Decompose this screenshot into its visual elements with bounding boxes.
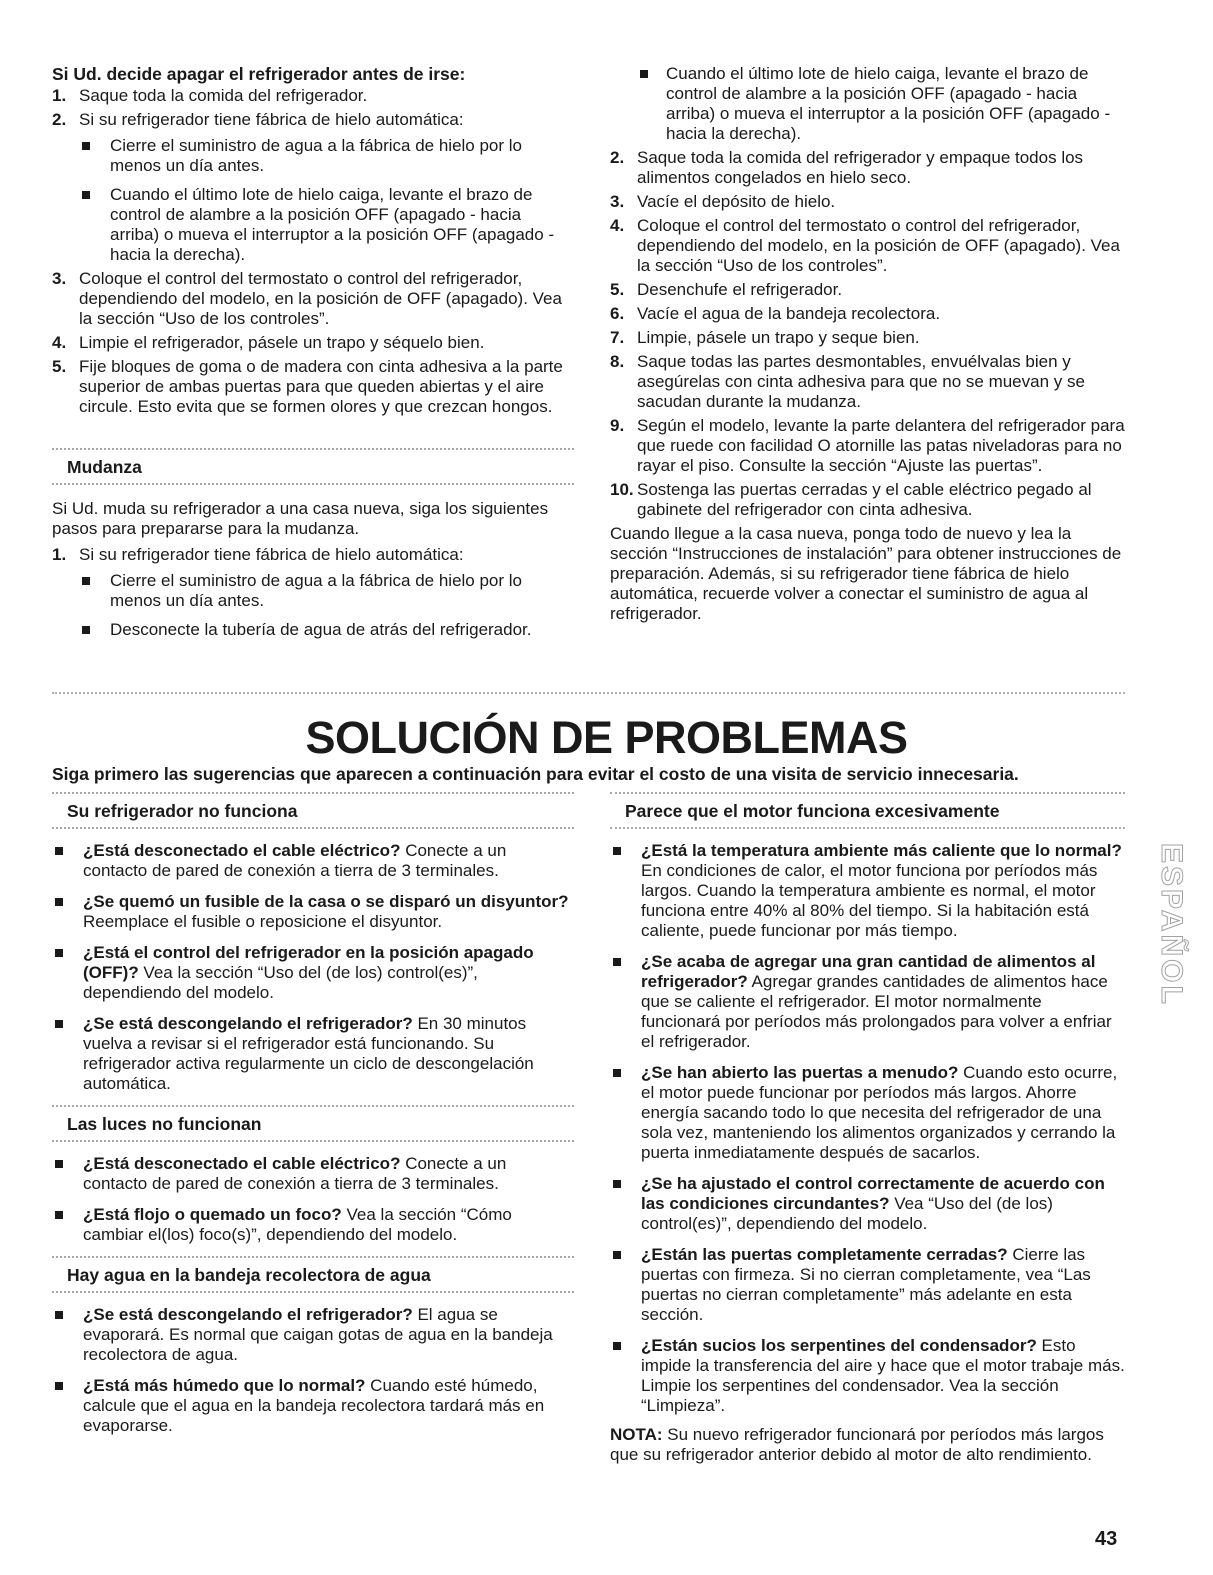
bullet-square-icon	[613, 1251, 621, 1259]
bullet-square-icon	[82, 577, 90, 585]
list-item: ¿Está flojo o quemado un foco? Vea la sección “Cómo cambiar el(los) foco(s)”, dependiendo del modelo.	[52, 1205, 574, 1245]
bullet-square-icon	[613, 958, 621, 966]
troubleshooting-right-column	[610, 792, 1125, 1465]
list-item: 5. Fije bloques de goma o de madera con cinta adhesiva a la parte superior de ambas puertas para que queden abiertas y el aire circule. Esto evita que se formen olores y que crezcan hongos.	[52, 357, 563, 416]
divider	[52, 483, 574, 485]
list-item: ¿Está la temperatura ambiente más caliente que lo normal? En condiciones de calor, el motor funciona por períodos más largos. Cuando la temperatura ambiente es normal, el motor funciona entre 40% al 80% del tiempo. Si la habitación está caliente, puede funcionar por más tiempo.	[610, 841, 1125, 941]
list-item: 3. Vacíe el depósito de hielo.	[610, 192, 836, 211]
list-item: ¿Se quemó un fusible de la casa o se disparó un disyuntor? Reemplace el fusible o reposicione el disyuntor.	[52, 892, 574, 932]
divider	[52, 1291, 574, 1293]
motor-list	[610, 841, 1125, 1416]
bullet-square-icon	[82, 626, 90, 634]
page-title: SOLUCIÓN DE PROBLEMAS	[305, 712, 908, 763]
mudanza-section	[52, 448, 574, 649]
divider	[52, 1140, 574, 1142]
list-item: Desconecte la tubería de agua de atrás del refrigerador.	[79, 620, 574, 640]
list-item: ¿Está desconectado el cable eléctrico? Conecte a un contacto de pared de conexión a tierra de 3 terminales.	[52, 841, 574, 881]
bullet-square-icon	[55, 847, 63, 855]
list-item: ¿Se está descongelando el refrigerador? En 30 minutos vuelva a revisar si el refrigerador está funcionando. Su refrigerador activa regularmente un ciclo de descongelación automática.	[52, 1014, 574, 1094]
bullet-square-icon	[82, 142, 90, 150]
list-item: 4. Limpie el refrigerador, pásele un trapo y séquelo bien.	[52, 333, 485, 352]
storage-left-column	[52, 64, 574, 421]
list-item: 10. Sostenga las puertas cerradas y el cable eléctrico pegado al gabinete del refrigerador con cinta adhesiva.	[610, 480, 1092, 519]
page-number: 43	[1095, 1528, 1118, 1550]
bullet-square-icon	[613, 1180, 621, 1188]
bullet-square-icon	[55, 1382, 63, 1390]
list-item: 2. Saque toda la comida del refrigerador y empaque todos los alimentos congelados en hielo seco.	[610, 148, 1084, 187]
list-item: ¿Está desconectado el cable eléctrico? Conecte a un contacto de pared de conexión a tierra de 3 terminales.	[52, 1154, 574, 1194]
list-item: 5. Desenchufe el refrigerador.	[610, 280, 843, 299]
list-item: ¿Está más húmedo que lo normal? Cuando esté húmedo, calcule que el agua en la bandeja recolectora tardará más en evaporarse.	[52, 1376, 574, 1436]
list-item: ¿Se está descongelando el refrigerador? El agua se evaporará. Es normal que caigan gotas de agua en la bandeja recolectora de agua.	[52, 1305, 574, 1365]
no-funciona-list	[52, 841, 574, 1094]
list-item: 7. Limpie, pásele un trapo y seque bien.	[610, 328, 920, 347]
vacation-heading: Si Ud. decide apagar el refrigerador antes de irse:	[52, 64, 466, 84]
mudanza-steps	[52, 545, 574, 640]
list-item: 4. Coloque el control del termostato o control del refrigerador, dependiendo del modelo, en la posición de OFF (apagado). Vea la sección “Uso de los controles”.	[610, 216, 1120, 275]
agua-title: Hay agua en la bandeja recolectora de agua	[67, 1265, 431, 1285]
mudanza-right-column	[610, 64, 1125, 624]
bullet-square-icon	[55, 898, 63, 906]
bullet-square-icon	[55, 949, 63, 957]
mudanza-bullets	[79, 571, 574, 640]
mudanza-intro: Si Ud. muda su refrigerador a una casa nueva, siga los siguientes pasos para prepararse para la mudanza.	[52, 499, 549, 538]
bullet-square-icon	[55, 1311, 63, 1319]
bullet-square-icon	[55, 1020, 63, 1028]
bullet-square-icon	[55, 1211, 63, 1219]
motor-title: Parece que el motor funciona excesivamente	[625, 801, 1000, 821]
bullet-square-icon	[613, 1069, 621, 1077]
list-item: ¿Está el control del refrigerador en la posición apagado (OFF)? Vea la sección “Uso del (de los) control(es)”, dependiendo del modelo.	[52, 943, 574, 1003]
list-item: 1. Si su refrigerador tiene fábrica de hielo automática: Cierre el suministro de agua a la fábrica de hielo por lo menos un día antes. Desconecte la tubería de agua de atrás del refrigerador.	[52, 545, 574, 640]
troubleshooting-left-column	[52, 792, 574, 1447]
vacation-steps	[52, 86, 574, 417]
language-side-tab: ESPAÑOL	[1155, 843, 1188, 1007]
agua-list	[52, 1305, 574, 1436]
list-item: Cuando el último lote de hielo caiga, levante el brazo de control de alambre a la posición OFF (apagado - hacia arriba) o mueva el interruptor a la posición OFF (apagado - hacia la derecha).	[79, 185, 574, 265]
list-item: Cierre el suministro de agua a la fábrica de hielo por lo menos un día antes.	[79, 136, 574, 176]
list-item: 9. Según el modelo, levante la parte delantera del refrigerador para que ruede con facilidad O atornille las patas niveladoras para no rayar el piso. Consulte la sección “Ajuste las puertas”.	[610, 416, 1125, 475]
divider	[52, 827, 574, 829]
list-item: ¿Se acaba de agregar una gran cantidad de alimentos al refrigerador? Agregar grandes cantidades de alimentos hace que se caliente el refrigerador. El motor normalmente funcionará por períodos más prolongados para volver a enfriar el refrigerador.	[610, 952, 1125, 1052]
mudanza-title: Mudanza	[67, 457, 142, 477]
bullet-square-icon	[55, 1160, 63, 1168]
mudanza-steps-cont	[610, 148, 1125, 520]
list-item: ¿Están sucios los serpentines del condensador? Esto impide la transferencia del aire y hace que el motor trabaje más. Limpie los serpentines del condensador. Vea la sección “Limpieza”.	[610, 1336, 1125, 1416]
bullet-square-icon	[640, 70, 648, 78]
list-item: ¿Se han abierto las puertas a menudo? Cuando esto ocurre, el motor puede funcionar por períodos más largos. Ahorre energía sacando todo lo que necesita del refrigerador de una sola vez, manteniendo los alimentos organizados y cerrando la puerta inmediatamente después de sacarlos.	[610, 1063, 1125, 1163]
list-item: 2. Si su refrigerador tiene fábrica de hielo automática: Cierre el suministro de agua a la fábrica de hielo por lo menos un día antes. Cuando el último lote de hielo caiga, levante el brazo de control de alambre a la posición OFF (apagado - hacia arriba) o mueva el interruptor a la posición OFF (apagado - hacia la derecha).	[52, 110, 574, 265]
ice-maker-bullets	[79, 136, 574, 265]
divider	[52, 692, 1125, 694]
motor-note: NOTA: Su nuevo refrigerador funcionará por períodos más largos que su refrigerador anterior debido al motor de alto rendimiento.	[610, 1425, 1104, 1464]
bullet-square-icon	[613, 847, 621, 855]
list-item: ¿Están las puertas completamente cerradas? Cierre las puertas con firmeza. Si no cierran completamente, vea “Las puertas no cierran completamente” más adelante en esta sección.	[610, 1245, 1125, 1325]
bullet-square-icon	[82, 191, 90, 199]
list-item: Cierre el suministro de agua a la fábrica de hielo por lo menos un día antes.	[79, 571, 574, 611]
list-item: ¿Se ha ajustado el control correctamente de acuerdo con las condiciones circundantes? Vea “Uso del (de los) control(es)”, dependiendo del modelo.	[610, 1174, 1125, 1234]
divider	[610, 827, 1125, 829]
no-funciona-title: Su refrigerador no funciona	[67, 801, 298, 821]
mudanza-bullets-cont	[610, 64, 1125, 144]
mudanza-closing: Cuando llegue a la casa nueva, ponga todo de nuevo y lea la sección “Instrucciones de instalación” para obtener instrucciones de preparación. Además, si su refrigerador tiene fábrica de hielo automática, recuerde volver a conectar el suministro de agua al refrigerador.	[610, 524, 1122, 623]
list-item: Cuando el último lote de hielo caiga, levante el brazo de control de alambre a la posición OFF (apagado - hacia arriba) o mueva el interruptor a la posición OFF (apagado - hacia la derecha).	[610, 64, 1125, 144]
luces-list	[52, 1154, 574, 1245]
list-item: 6. Vacíe el agua de la bandeja recolectora.	[610, 304, 941, 323]
bullet-square-icon	[613, 1342, 621, 1350]
list-item: 1. Saque toda la comida del refrigerador.	[52, 86, 368, 105]
troubleshooting-intro: Siga primero las sugerencias que aparecen a continuación para evitar el costo de una visita de servicio innecesaria.	[52, 764, 1019, 784]
list-item: 8. Saque todas las partes desmontables, envuélvalas bien y asegúrelas con cinta adhesiva para que no se muevan y se sacudan durante la mudanza.	[610, 352, 1085, 411]
list-item: 3. Coloque el control del termostato o control del refrigerador, dependiendo del modelo, en la posición de OFF (apagado). Vea la sección “Uso de los controles”.	[52, 269, 562, 328]
luces-title: Las luces no funcionan	[67, 1114, 262, 1134]
